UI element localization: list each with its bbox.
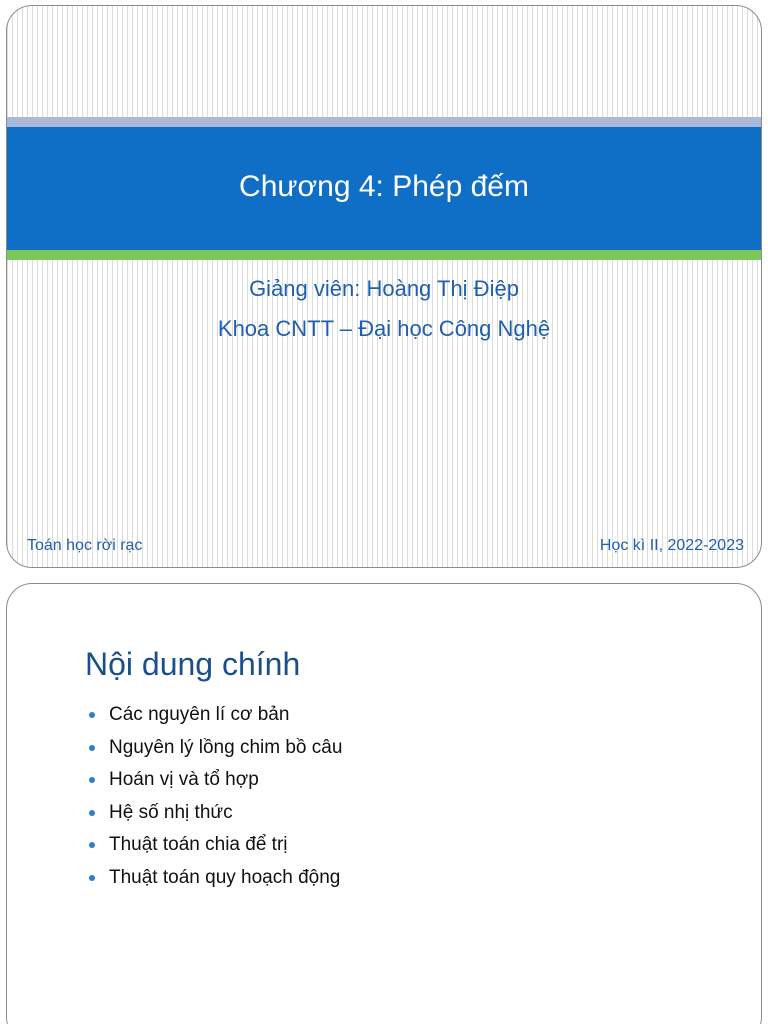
list-item-label: Nguyên lý lồng chim bồ câu	[109, 736, 343, 758]
bullet-icon	[89, 745, 95, 751]
list-item-label: Thuật toán chia để trị	[109, 834, 288, 855]
list-item	[87, 769, 342, 802]
list-item-label: Các nguyên lí cơ bản	[109, 704, 290, 725]
contents-heading: Nội dung chính	[85, 646, 301, 682]
bullet-icon	[89, 777, 95, 783]
list-item-label: Thuật toán quy hoạch động	[109, 866, 341, 888]
list-item	[87, 704, 342, 737]
top-accent-stripe	[7, 117, 761, 127]
bullet-icon	[89, 875, 95, 881]
contents-slide	[6, 583, 762, 1024]
list-item	[87, 834, 342, 867]
bullet-icon	[89, 810, 95, 816]
list-item-label: Hoán vị và tổ hợp	[109, 769, 259, 790]
title-band	[7, 127, 761, 250]
bottom-accent-stripe	[7, 250, 761, 260]
semester-footer: Học kì II, 2022-2023	[599, 537, 744, 554]
department-line: Khoa CNTT – Đại học Công Nghệ	[217, 316, 551, 341]
list-item-label: Hệ số nhị thức	[109, 801, 233, 823]
list-item	[87, 802, 342, 835]
contents-list	[87, 704, 342, 899]
slide-title: Chương 4: Phép đếm	[239, 169, 529, 203]
lecturer-line: Giảng viên: Hoàng Thị Điệp	[249, 276, 519, 301]
title-slide	[6, 5, 762, 568]
course-name-footer: Toán học rời rạc	[27, 537, 143, 554]
bullet-icon	[89, 712, 95, 718]
bullet-icon	[89, 842, 95, 848]
list-item	[87, 867, 342, 900]
list-item	[87, 737, 342, 770]
